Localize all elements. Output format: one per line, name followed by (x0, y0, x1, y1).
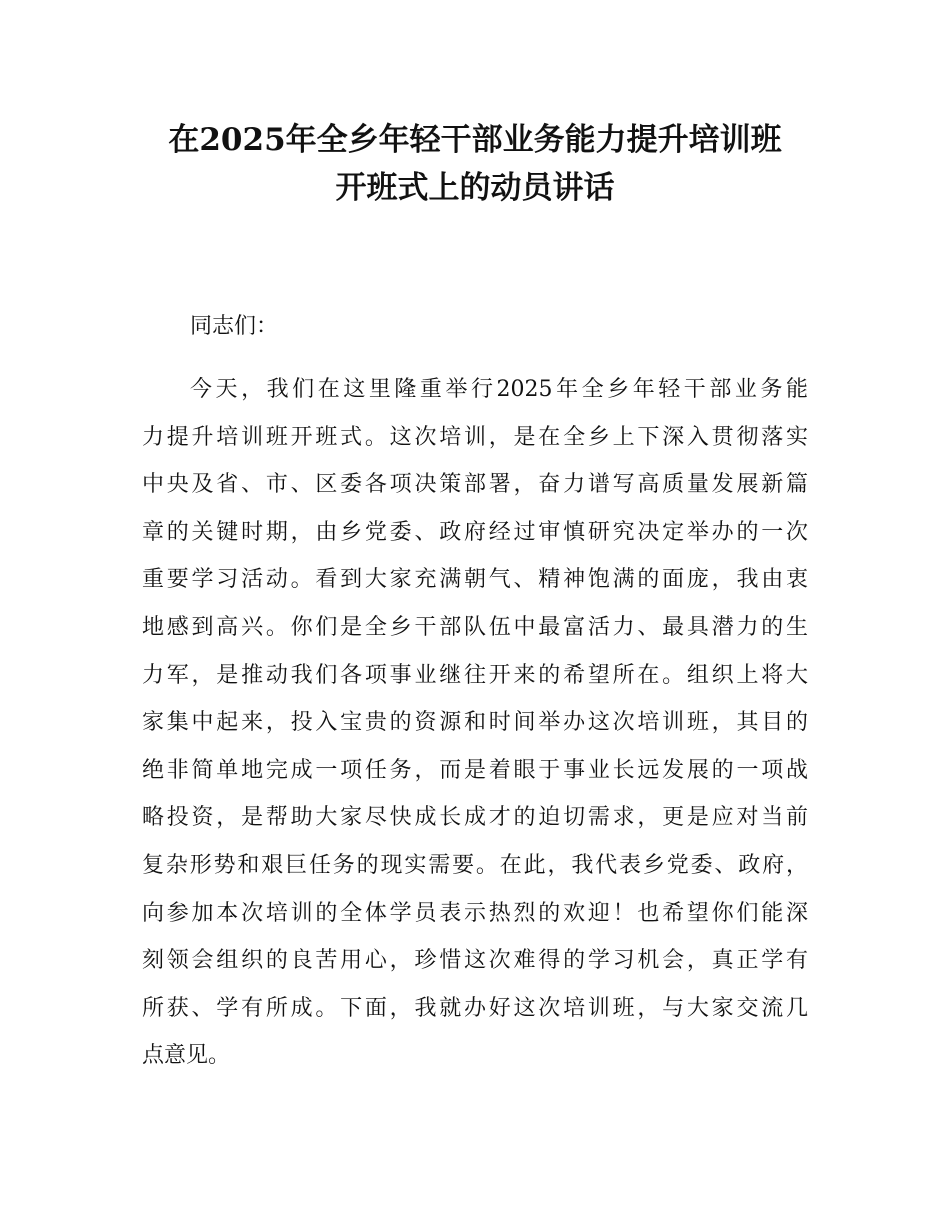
paragraph-line: 中央及省、市、区委各项决策部署，奋力谱写高质量发展新篇 (142, 472, 808, 498)
salutation: 同志们： (190, 314, 279, 339)
paragraph-line: 地感到高兴。你们是全乡干部队伍中最富活力、最具潜力的生 (142, 614, 808, 640)
paragraph-line: 章的关键时期，由乡党委、政府经过审慎研究决定举办的一次 (142, 519, 808, 545)
paragraph-line: 绝非简单地完成一项任务，而是着眼于事业长远发展的一项战 (142, 757, 808, 783)
paragraph-line: 力军，是推动我们各项事业继往开来的希望所在。组织上将大 (142, 662, 808, 688)
document-title-line-2: 开班式上的动员讲话 (335, 170, 615, 206)
document-title-line-1: 在2025年全乡年轻干部业务能力提升培训班 (168, 122, 782, 158)
paragraph-line: 今天，我们在这里隆重举行2025年全乡年轻干部业务能 (190, 377, 808, 402)
paragraph-line: 重要学习活动。看到大家充满朝气、精神饱满的面庞，我由衷 (142, 567, 808, 593)
paragraph-line: 所获、学有所成。下面，我就办好这次培训班，与大家交流几 (142, 995, 808, 1021)
paragraph-line: 刻领会组织的良苦用心，珍惜这次难得的学习机会，真正学有 (142, 948, 808, 974)
paragraph-line: 向参加本次培训的全体学员表示热烈的欢迎！也希望你们能深 (142, 900, 808, 926)
paragraph-line: 点意见。 (142, 1043, 231, 1069)
paragraph-line: 复杂形势和艰巨任务的现实需要。在此，我代表乡党委、政府， (142, 852, 808, 878)
paragraph-line: 力提升培训班开班式。这次培训，是在全乡上下深入贯彻落实 (142, 424, 808, 450)
paragraph (142, 375, 808, 1089)
paragraph-line: 家集中起来，投入宝贵的资源和时间举办这次培训班，其目的 (142, 710, 808, 736)
paragraph-line: 略投资，是帮助大家尽快成长成才的迫切需求，更是应对当前 (142, 805, 808, 831)
